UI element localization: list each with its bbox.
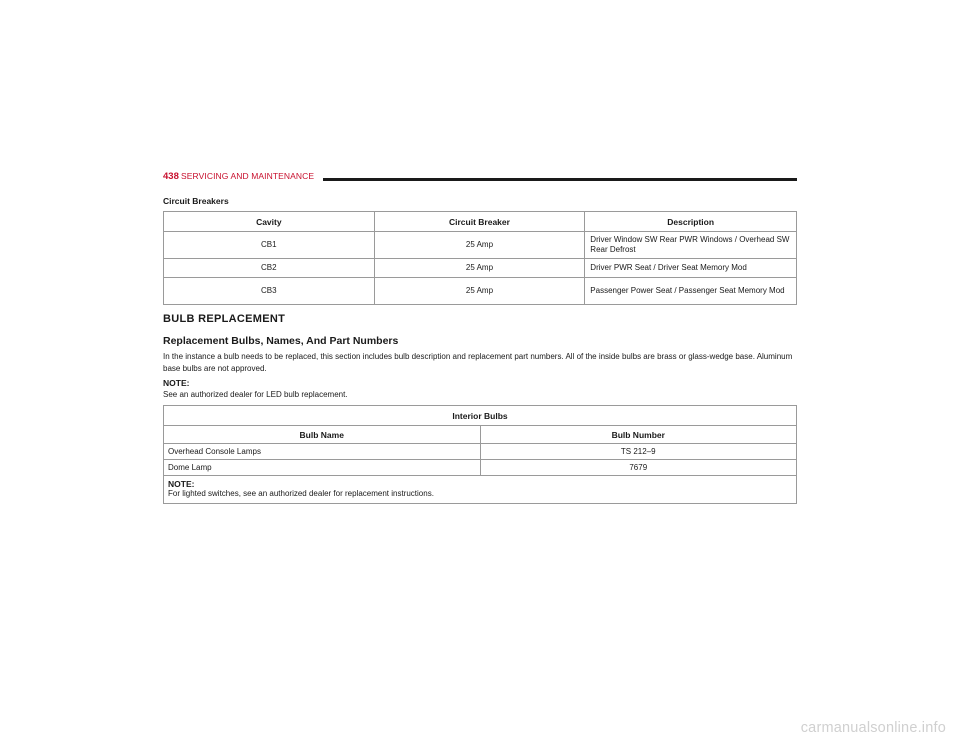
bulb-number-cell: 7679 [480,460,797,476]
interior-bulbs-table [163,405,797,504]
bulb-name-cell: Overhead Console Lamps [164,444,481,460]
section-heading: BULB REPLACEMENT [163,313,286,325]
column-header-cavity: Cavity [164,212,375,232]
column-header-bulb-number: Bulb Number [480,426,797,444]
watermark: carmanualsonline.info [800,720,946,736]
table-header-row [164,426,797,444]
table-row [164,278,797,305]
breaker-cell: 25 Amp [374,259,585,278]
bulb-number-cell: TS 212–9 [480,444,797,460]
breaker-cell: 25 Amp [374,278,585,305]
table-caption-row [164,406,797,426]
description-cell: Passenger Power Seat / Passenger Seat Memory Mod [585,278,797,305]
table-row [164,460,797,476]
breaker-cell: 25 Amp [374,232,585,259]
circuit-breakers-table [163,211,797,305]
table-caption: Interior Bulbs [164,406,797,426]
column-header-description: Description [585,212,797,232]
body-paragraph: In the instance a bulb needs to be replaced, this section includes bulb description and replacement part numbers. All of the inside bulbs are brass or glass-wedge base. Aluminum base bulbs are not approved. [163,352,793,373]
cavity-cell: CB1 [164,232,375,259]
page-number: 438 [163,171,179,182]
table-note-text: For lighted switches, see an authorized dealer for replacement instructions. [168,489,434,498]
table-row [164,444,797,460]
table-row [164,232,797,259]
note-text: See an authorized dealer for LED bulb replacement. [163,390,348,399]
cavity-cell: CB3 [164,278,375,305]
table-note-label: NOTE: [168,479,195,489]
header-rule [323,178,797,181]
column-header-circuit-breaker: Circuit Breaker [374,212,585,232]
note-label: NOTE: [163,378,190,388]
page-header [163,171,797,185]
table-note [164,476,797,504]
description-cell: Driver Window SW Rear PWR Windows / Overhead SW Rear Defrost [585,232,797,259]
column-header-bulb-name: Bulb Name [164,426,481,444]
circuit-breakers-title: Circuit Breakers [163,196,229,206]
subsection-heading: Replacement Bulbs, Names, And Part Numbers [163,335,399,347]
table-header-row [164,212,797,232]
section-title: SERVICING AND MAINTENANCE [181,171,315,181]
description-cell: Driver PWR Seat / Driver Seat Memory Mod [585,259,797,278]
table-note-row [164,476,797,504]
cavity-cell: CB2 [164,259,375,278]
bulb-name-cell: Dome Lamp [164,460,481,476]
table-row [164,259,797,278]
